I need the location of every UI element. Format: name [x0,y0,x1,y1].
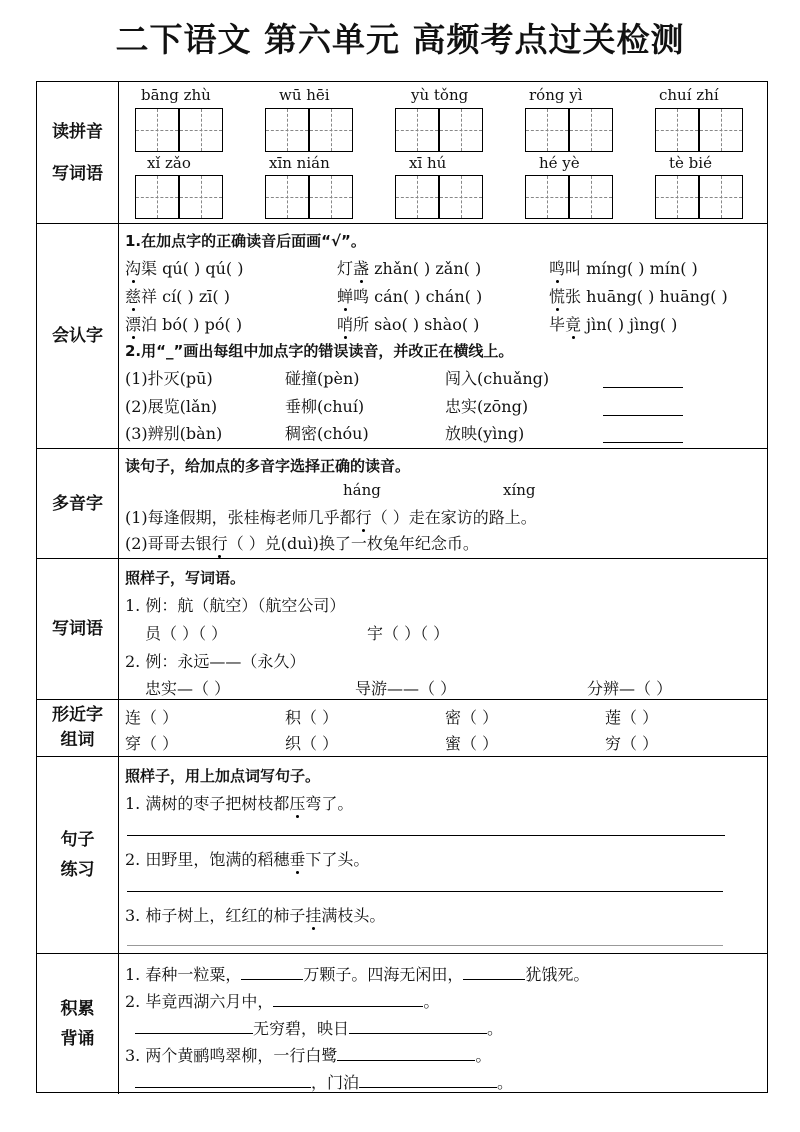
section-label: 形近字 [52,705,103,725]
similar-char-item: 连（ ） [125,708,179,727]
reading-choice-item: 灯盏 zhǎn( ) zǎn( ) [337,256,481,279]
answer-blank[interactable] [135,1086,311,1088]
poem-line: 2. 毕竟西湖六月中， 。 [125,992,440,1011]
writing-grid-cell[interactable] [395,175,439,219]
section-label: 写词语 [52,163,103,184]
writing-grid-cell[interactable] [309,175,353,219]
section-label: 多音字 [52,493,103,514]
pinyin-prompt: bāng zhù [141,86,211,104]
section-label: 句子 [60,830,95,850]
section-label: 读拼音 [52,121,103,142]
pinyin-prompt: xī hú [409,154,447,172]
section-polyphone [37,449,767,559]
similar-char-item: 穷（ ） [605,734,659,753]
reading-choice-item: 漂泊 bó( ) pó( ) [125,312,242,335]
poem-line: 3. 两个黄鹂鸣翠柳，一行白鹭 。 [125,1046,492,1065]
example-sentence: 1. 满树的枣子把树枝都压弯了。 [125,791,353,814]
writing-grid-cell[interactable] [309,108,353,152]
writing-grid-cell[interactable] [699,108,743,152]
reading-choice-item: 慌张 huāng( ) huāng( ) [549,284,728,307]
similar-char-item: 穿（ ） [125,734,179,753]
poem-line: 1. 春种一粒粟， 万颗子。四海无闲田， 犹饿死。 [125,965,590,984]
word-item: 宇（ ）（ ） [367,624,450,643]
wrong-reading-item: 放映(yìng) [445,424,525,443]
reading-choice-item: 鸣叫 míng( ) mín( ) [549,256,698,279]
writing-grid-cell[interactable] [569,108,613,152]
pinyin-prompt: xīn nián [269,154,330,172]
question-prompt: 读句子，给加点的多音字选择正确的读音。 [125,457,411,475]
wrong-reading-item: 稠密(chóu) [285,424,369,443]
reading-choice-item: 毕竟 jìn( ) jìng( ) [549,312,677,335]
pinyin-prompt: róng yì [529,86,583,104]
example-sentence: 3. 柿子树上，红红的柿子挂满枝头。 [125,903,385,926]
similar-char-item: 莲（ ） [605,708,659,727]
writing-grid-cell[interactable] [135,175,179,219]
section-recognize [37,224,767,449]
similar-char-item: 蜜（ ） [445,734,499,753]
answer-blank[interactable] [359,1086,497,1088]
reading-choice-item: 慈祥 cí( ) zī( ) [125,284,230,307]
answer-blank[interactable] [135,1032,253,1034]
section-similar-chars [37,700,767,757]
question-prompt: 照样子，写词语。 [125,569,246,587]
section-label: 积累 [60,999,95,1019]
writing-grid-cell[interactable] [179,108,223,152]
answer-blank[interactable] [337,1059,475,1061]
poem-line: ，门泊 。 [135,1070,513,1093]
example-line: 2. 例：永远——（永久） [125,652,306,671]
writing-grid-cell[interactable] [655,108,699,152]
question-prompt: 2.用“_”画出每组中加点字的错误读音，并改正在横线上。 [125,342,514,360]
writing-grid-cell[interactable] [135,108,179,152]
reading-choice-item: 哨所 sào( ) shào( ) [337,312,479,335]
section-sentences [37,757,767,954]
answer-line[interactable] [603,441,683,443]
answer-blank[interactable] [273,1005,423,1007]
section-label: 会认字 [52,326,103,346]
worksheet-table [36,81,768,1093]
wrong-reading-item: 垂柳(chuí) [285,397,365,416]
writing-grid-cell[interactable] [395,108,439,152]
pinyin-prompt: wū hēi [279,86,330,104]
pinyin-prompt: tè bié [669,154,712,172]
pinyin-prompt: hé yè [539,154,580,172]
writing-grid-cell[interactable] [179,175,223,219]
writing-grid-cell[interactable] [525,108,569,152]
section-label: 练习 [60,860,95,880]
pinyin-prompt: chuí zhí [659,86,719,104]
reading-choice-item: 蝉鸣 cán( ) chán( ) [337,284,482,307]
writing-grid-cell[interactable] [439,175,483,219]
question-prompt: 照样子，用上加点词写句子。 [125,767,321,785]
poem-line: 无穷碧，映日 。 [135,1016,503,1039]
section-words [37,559,767,700]
section-pinyin [37,82,767,224]
writing-grid-cell[interactable] [525,175,569,219]
pinyin-option: xíng [503,481,536,499]
section-label: 背诵 [60,1029,95,1049]
pinyin-option: háng [343,481,381,499]
word-item: 导游——（ ） [355,679,457,698]
writing-grid-cell[interactable] [265,108,309,152]
answer-blank[interactable] [463,978,525,980]
similar-char-item: 织（ ） [285,734,339,753]
answer-blank[interactable] [241,978,303,980]
sentence-item: (1)每逢假期，张桂梅老师几乎都行（ ）走在家访的路上。 [125,505,537,528]
wrong-reading-item: 闯入(chuǎng) [445,369,550,388]
pinyin-prompt: yù tǒng [411,86,469,104]
page-title: 二下语文 第六单元 高频考点过关检测 [115,20,685,59]
question-prompt: 1.在加点字的正确读音后面画“√”。 [125,232,366,250]
similar-char-item: 密（ ） [445,708,499,727]
word-item: 忠实—（ ） [145,679,231,698]
word-item: 员（ ）（ ） [145,624,228,643]
writing-grid-cell[interactable] [655,175,699,219]
wrong-reading-item: (1)扑灭(pū) [125,369,213,388]
answer-line[interactable] [603,386,683,388]
wrong-reading-item: 碰撞(pèn) [285,369,360,388]
wrong-reading-item: 忠实(zōng) [445,397,529,416]
section-label: 写词语 [52,619,103,639]
answer-line[interactable] [127,835,725,836]
section-recitation [37,954,767,1094]
wrong-reading-item: (2)展览(lǎn) [125,397,218,416]
pinyin-prompt: xǐ zǎo [147,154,191,172]
writing-grid-cell[interactable] [569,175,613,219]
section-label: 组词 [60,730,95,750]
example-line: 1. 例：航（航空）（航空公司） [125,596,346,615]
similar-char-item: 积（ ） [285,708,339,727]
reading-choice-item: 沟渠 qú( ) qú( ) [125,256,243,279]
answer-line[interactable] [603,414,683,416]
example-sentence: 2. 田野里，饱满的稻穗垂下了头。 [125,847,369,870]
writing-grid-cell[interactable] [265,175,309,219]
wrong-reading-item: (3)辨别(bàn) [125,424,223,443]
sentence-item: (2)哥哥去银行（ ）兑(duì)换了一枚兔年纪念币。 [125,531,479,554]
writing-grid-cell[interactable] [439,108,483,152]
word-item: 分辨—（ ） [587,679,673,698]
answer-blank[interactable] [349,1032,487,1034]
answer-line[interactable] [127,891,723,892]
answer-line[interactable] [127,945,723,946]
writing-grid-cell[interactable] [699,175,743,219]
